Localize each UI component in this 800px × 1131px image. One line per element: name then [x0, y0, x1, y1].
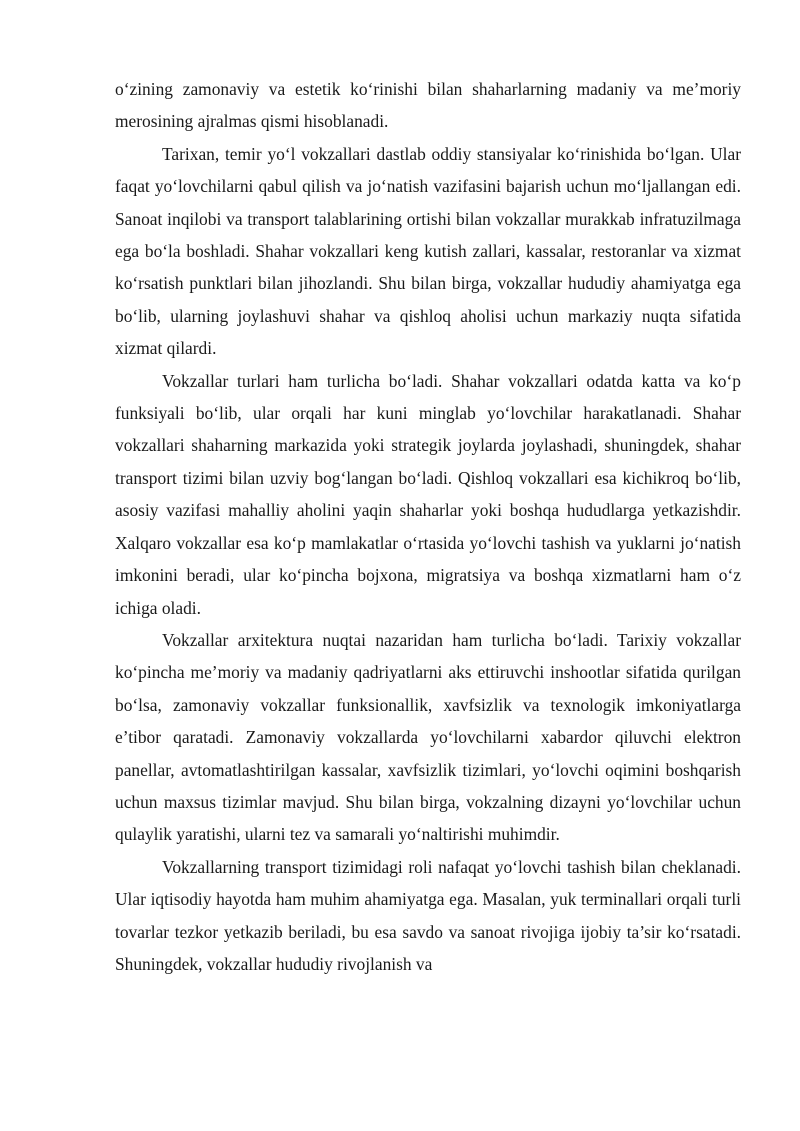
- paragraph-3: Vokzallar turlari ham turlicha bo‘ladi. Shahar vokzallari odatda katta va ko‘p funksiyali bo‘lib, ular orqali har kuni minglab yo‘lovchilar harakatlanadi. Shahar vokzallari shaharning markazida yoki strategik joylarda joylashadi, shuningdek, shahar transport tizimi bilan uzviy bog‘langan bo‘ladi. Qishloq vokzallari esa kichikroq bo‘lib, asosiy vazifasi mahalliy aholini yaqin shaharlar yoki boshqa hududlarga yetkazishdir. Xalqaro vokzallar esa ko‘p mamlakatlar o‘rtasida yo‘lovchi tashish va yuklarni jo‘natish imkonini beradi, ular ko‘pincha bojxona, migratsiya va boshqa xizmatlarni ham o‘z ichiga oladi.: [115, 370, 741, 618]
- paragraph-4: Vokzallar arxitektura nuqtai nazaridan ham turlicha bo‘ladi. Tarixiy vokzallar ko‘pincha me’moriy va madaniy qadriyatlarni aks ettiruvchi inshootlar sifatida qurilgan bo‘lsa, zamonaviy vokzallar funksionallik, xavfsizlik va texnologik imkoniyatlarga e’tibor qaratadi. Zamonaviy vokzallarda yo‘lovchilarni xabardor qiluvchi elektron panellar, avtomatlashtirilgan kassalar, xavfsizlik tizimlari, yo‘lovchi oqimini boshqarish uchun maxsus tizimlar mavjud. Shu bilan birga, vokzalning dizayni yo‘lovchilar uchun qulaylik yaratishi, ularni tez va samarali yo‘naltirishi muhimdir.: [115, 629, 741, 845]
- paragraph-1: o‘zining zamonaviy va estetik ko‘rinishi bilan shaharlarning madaniy va me’moriy merosining ajralmas qismi hisoblanadi.: [115, 79, 741, 132]
- paragraph-5: Vokzallarning transport tizimidagi roli nafaqat yo‘lovchi tashish bilan cheklanadi. Ular iqtisodiy hayotda ham muhim ahamiyatga ega. Masalan, yuk terminallari orqali turli tovarlar tezkor yetkazib beriladi, bu esa savdo va sanoat rivojiga ijobiy ta’sir ko‘rsatadi. Shuningdek, vokzallar hududiy rivojlanish va: [115, 856, 741, 974]
- paragraph-2: Tarixan, temir yo‘l vokzallari dastlab oddiy stansiyalar ko‘rinishida bo‘lgan. Ular faqat yo‘lovchilarni qabul qilish va jo‘natish vazifasini bajarish uchun mo‘ljallangan edi. Sanoat inqilobi va transport talablarining ortishi bilan vokzallar murakkab infratuzilmaga ega bo‘la boshladi. Shahar vokzallari keng kutish zallari, kassalar, restoranlar va xizmat ko‘rsatish punktlari bilan jihozlandi. Shu bilan birga, vokzallar hududiy ahamiyatga ega bo‘lib, ularning joylashuvi shahar va qishloq aholisi uchun markaziy nuqta sifatida xizmat qilardi.: [115, 143, 741, 359]
- document-body: [115, 73, 741, 980]
